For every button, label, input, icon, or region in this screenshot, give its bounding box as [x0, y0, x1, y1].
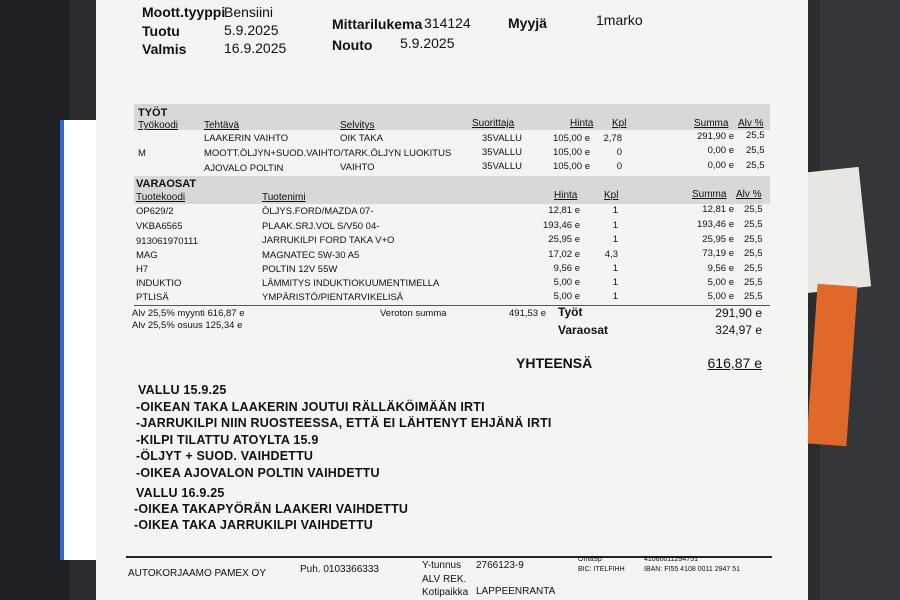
parts-total-value: 324,97 e — [715, 323, 762, 337]
note-line: VALLU 15.9.25 — [138, 383, 227, 397]
labor-col-price: Hinta — [570, 118, 594, 129]
vat-register: ALV REK. — [422, 574, 467, 585]
labor-price: 105,00 e — [553, 133, 590, 144]
part-name: LÄMMITYS INDUKTIOKUUMENTIMELLA — [262, 278, 440, 289]
part-price: 193,46 e — [543, 220, 580, 231]
labor-col-code: Työkoodi — [138, 120, 179, 131]
labor-qty: 0 — [616, 161, 622, 172]
seller-label: Myyjä — [508, 15, 547, 31]
bank-number: 41060011294751 — [644, 556, 698, 563]
labor-task: AJOVALO POLTIN — [204, 163, 284, 174]
part-qty: 1 — [612, 277, 618, 288]
labor-performer: 35VALLU — [482, 161, 522, 172]
part-sum: 9,56 e — [707, 263, 734, 274]
labor-sum: 0,00 e — [707, 160, 734, 171]
domicile-value: LAPPEENRANTA — [476, 586, 556, 597]
part-qty: 1 — [612, 205, 618, 216]
domicile-label: Kotipaikka — [422, 587, 469, 598]
part-qty: 1 — [612, 263, 618, 274]
labor-detail: OIK TAKA — [340, 133, 383, 144]
part-price: 17,02 e — [548, 249, 580, 260]
seller-value: 1marko — [596, 12, 643, 28]
part-vat: 25,5 — [744, 219, 763, 230]
underlying-sheet-edge — [60, 120, 100, 560]
part-price: 5,00 e — [553, 277, 580, 288]
part-sum: 5,00 e — [707, 291, 734, 302]
note-line: VALLU 16.9.25 — [136, 486, 225, 500]
business-id-label: Y-tunnus — [422, 560, 462, 571]
note-line: -JARRUKILPI NIIN RUOSTEESSA, ETTÄ EI LÄHTENYT EHJÄNÄ IRTI — [136, 416, 552, 430]
company-phone: Puh. 0103366333 — [300, 564, 379, 575]
note-line: -OIKEA TAKAPYÖRÄN LAAKERI VAIHDETTU — [134, 502, 409, 516]
labor-vat: 25,5 — [746, 160, 765, 171]
part-price: 9,56 e — [553, 263, 580, 274]
part-name: POLTIN 12V 55W — [262, 264, 338, 275]
labor-total-value: 291,90 e — [715, 306, 762, 320]
pickup-label: Nouto — [332, 37, 373, 53]
business-id-value: 2766123-9 — [476, 560, 524, 571]
part-code: H7 — [136, 264, 149, 275]
labor-vat: 25,5 — [746, 130, 765, 141]
labor-qty: 0 — [616, 147, 622, 158]
model-type-value: Bensiini — [224, 4, 274, 20]
labor-sum: 291,90 e — [697, 131, 734, 142]
part-qty: 1 — [612, 291, 618, 302]
note-line: -OIKEAN TAKA LAAKERIN JOUTUI RÄLLÄKÖIMÄÄN IRTI — [136, 400, 485, 414]
model-type-label: Moott.tyyppi — [142, 4, 226, 20]
labor-total-label: Työt — [558, 305, 583, 319]
part-name: ÖLJYS.FORD/MAZDA 07- — [262, 206, 374, 217]
note-line: -ÖLJYT + SUOD. VAIHDETTU — [136, 449, 314, 463]
part-qty: 1 — [612, 234, 618, 245]
note-line: -KILPI TILATTU ATOYLTA 15.9 — [136, 433, 319, 447]
part-vat: 25,5 — [744, 234, 763, 245]
part-price: 25,95 e — [548, 234, 580, 245]
net-label: Veroton summa — [380, 308, 447, 319]
note-line: -OIKEA TAKA JARRUKILPI VAIHDETTU — [134, 518, 374, 532]
part-code: PTLISÄ — [136, 292, 169, 303]
bank-bic: BIC: ITELFIHH — [578, 566, 625, 573]
vat-share: Alv 25,5% osuus 125,34 e — [132, 320, 243, 331]
part-code: MAG — [136, 250, 158, 261]
part-code: 913061970111 — [136, 236, 198, 247]
labor-col-vat: Alv % — [738, 118, 764, 129]
part-code: OP629/2 — [136, 206, 174, 217]
labor-task: LAAKERIN VAIHTO — [204, 133, 289, 144]
labor-col-qty: Kpl — [612, 118, 627, 129]
part-code: INDUKTIO — [136, 278, 182, 289]
part-qty: 1 — [612, 220, 618, 231]
invoice-sheet — [96, 0, 808, 600]
bank-name: OmaSp — [578, 556, 602, 563]
part-vat: 25,5 — [744, 248, 763, 259]
parts-col-code: Tuotekoodi — [136, 192, 186, 203]
labor-qty: 2,78 — [603, 133, 622, 144]
parts-col-price: Hinta — [554, 190, 578, 201]
labor-performer: 35VALLU — [482, 147, 522, 158]
parts-col-vat: Alv % — [736, 189, 762, 200]
part-name: MAGNATEC 5W-30 A5 — [262, 250, 360, 261]
bank-iban: IBAN: FI55 4108 0011 2947 51 — [644, 566, 740, 573]
part-name: PLAAK.SRJ.VOL S/V50 04- — [262, 221, 380, 232]
ready-label: Valmis — [142, 41, 187, 57]
parts-col-name: Tuotenimi — [262, 192, 306, 203]
parts-header-band — [134, 176, 770, 204]
part-vat: 25,5 — [744, 204, 763, 215]
parts-col-sum: Summa — [692, 189, 727, 200]
parts-total-label: Varaosat — [558, 323, 609, 337]
arrival-value: 5.9.2025 — [224, 22, 279, 38]
labor-price: 105,00 e — [553, 161, 590, 172]
part-price: 5,00 e — [553, 291, 580, 302]
grand-total-label: YHTEENSÄ — [516, 355, 593, 371]
pickup-value: 5.9.2025 — [400, 35, 455, 51]
parts-col-qty: Kpl — [604, 190, 619, 201]
ready-value: 16.9.2025 — [224, 40, 287, 56]
labor-detail: VAIHTO — [340, 162, 375, 173]
note-line: -OIKEA AJOVALON POLTIN VAIHDETTU — [136, 466, 380, 480]
labor-col-task: Tehtävä — [204, 120, 240, 131]
labor-price: 105,00 e — [553, 147, 590, 158]
part-vat: 25,5 — [744, 263, 763, 274]
labor-vat: 25,5 — [746, 145, 765, 156]
part-qty: 4,3 — [604, 249, 618, 260]
odometer-value: 314124 — [424, 15, 471, 31]
labor-sum: 0,00 e — [707, 145, 734, 156]
part-sum: 25,95 e — [702, 234, 734, 245]
labor-col-performer: Suorittaja — [472, 118, 515, 129]
labor-col-sum: Summa — [694, 118, 729, 129]
part-name: YMPÄRISTÖ/PIENTARVIKELISÄ — [262, 292, 404, 303]
company-name: AUTOKORJAAMO PAMEX OY — [128, 568, 266, 579]
part-sum: 12,81 e — [702, 204, 734, 215]
part-code: VKBA6565 — [136, 221, 183, 232]
labor-col-detail: Selvitys — [340, 120, 375, 131]
parts-title: VARAOSAT — [136, 178, 197, 190]
labor-task: MOOTT.ÖLJYN+SUOD.VAIHTO/TARK.ÖLJYN LUOKITUS — [204, 148, 452, 159]
part-price: 12,81 e — [548, 205, 580, 216]
labor-performer: 35VALLU — [482, 133, 522, 144]
arrival-label: Tuotu — [142, 23, 180, 39]
part-vat: 25,5 — [744, 291, 763, 302]
part-sum: 73,19 e — [702, 248, 734, 259]
labor-code: M — [138, 148, 146, 159]
grand-total-value: 616,87 e — [707, 355, 762, 371]
vat-sale: Alv 25,5% myynti 616,87 e — [132, 308, 245, 319]
part-sum: 193,46 e — [697, 219, 734, 230]
odometer-label: Mittarilukema — [332, 16, 423, 32]
part-vat: 25,5 — [744, 277, 763, 288]
part-name: JARRUKILPI FORD TAKA V+O — [262, 235, 395, 246]
part-sum: 5,00 e — [707, 277, 734, 288]
labor-title: TYÖT — [138, 107, 168, 119]
net-value: 491,53 e — [509, 308, 546, 319]
